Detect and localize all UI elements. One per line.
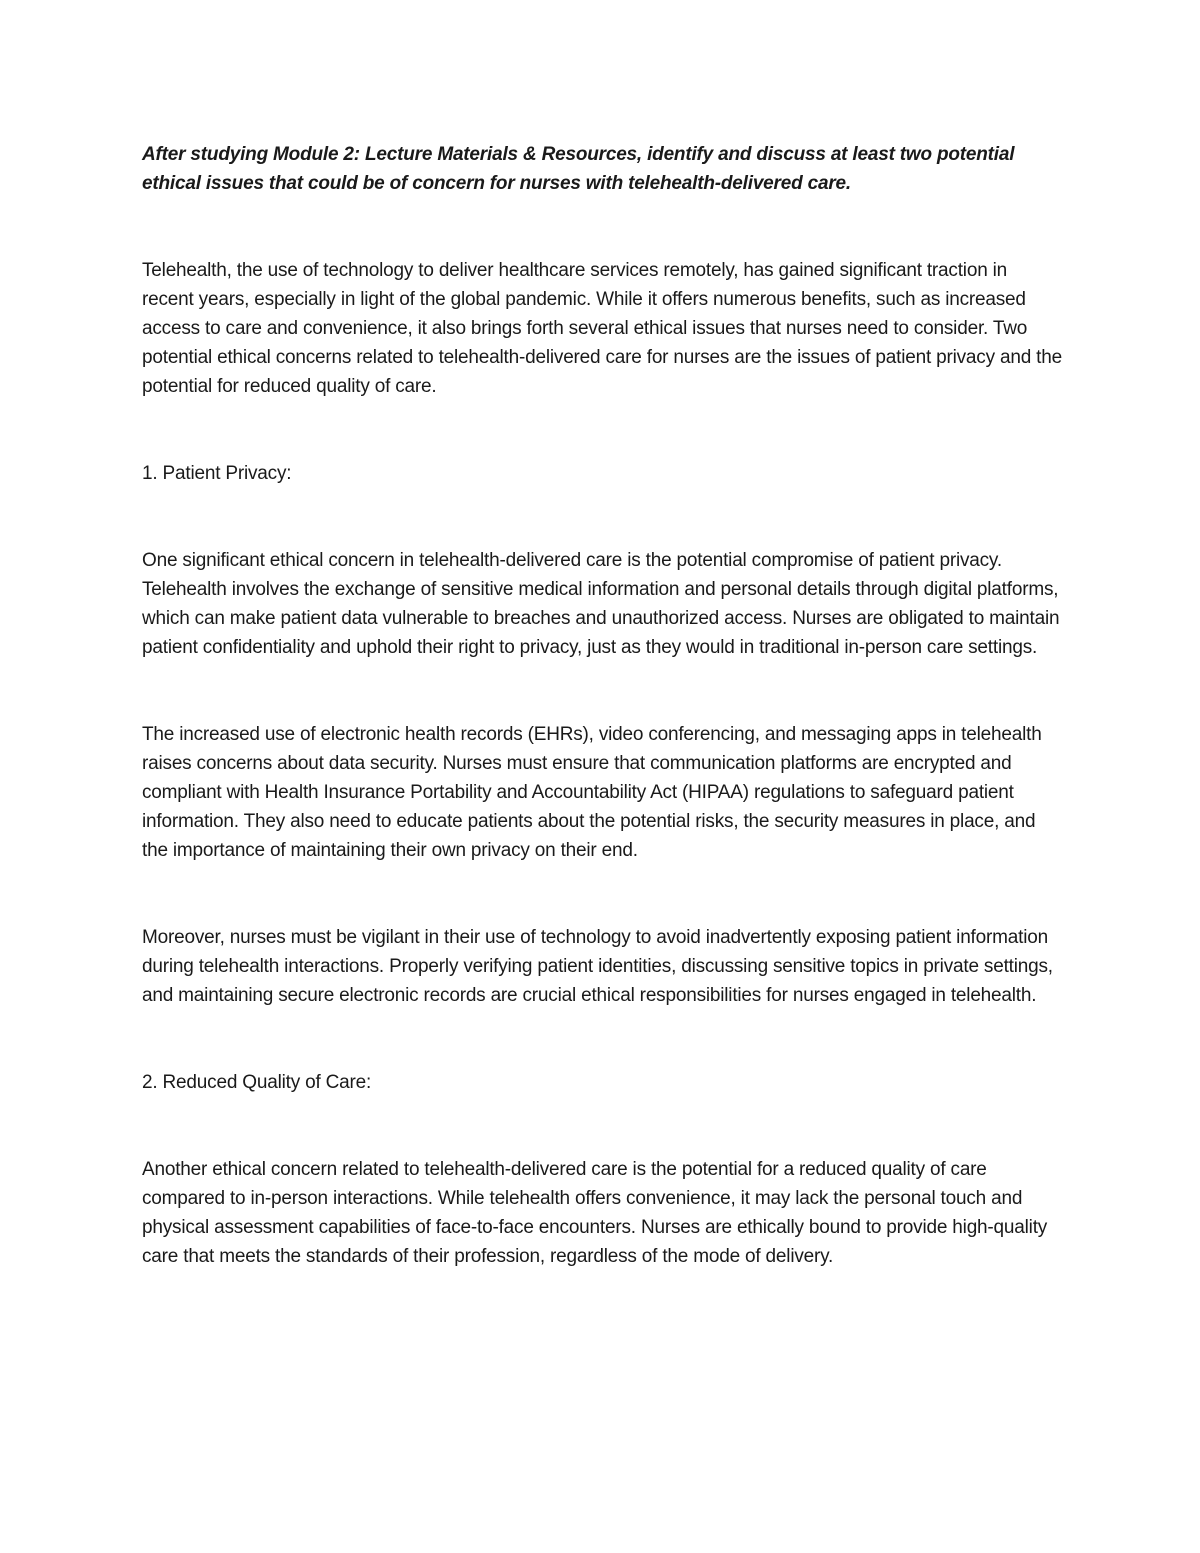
privacy-paragraph-1: One significant ethical concern in telehealth-delivered care is the potential compromise of patient privacy. Telehealth involves the exchange of sensitive medical information and personal details through digital platforms, which can make patient data vulnerable to breaches and unauthorized access. Nurses are obligated to maintain patient confidentiality and uphold their right to privacy, just as they would in traditional in-person care settings. <box>142 550 1060 658</box>
spacer <box>142 401 1062 459</box>
intro-paragraph: Telehealth, the use of technology to deliver healthcare services remotely, has gained significant traction in recent years, especially in light of the global pandemic. While it offers numerous benefits, such as increased access to care and convenience, it also brings forth several ethical issues that nurses need to consider. Two potential ethical concerns related to telehealth-delivered care for nurses are the issues of patient privacy and the potential for reduced quality of care. <box>142 260 1062 397</box>
quality-paragraph-1: Another ethical concern related to telehealth-delivered care is the potential for a reduced quality of care compared to in-person interactions. While telehealth offers convenience, it may lack the personal touch and physical assessment capabilities of face-to-face encounters. Nurses are ethically bound to provide high-quality care that meets the standards of their profession, regardless of the mode of delivery. <box>142 1159 1048 1267</box>
spacer <box>142 662 1062 720</box>
section-heading-patient-privacy: 1. Patient Privacy: <box>142 463 292 484</box>
privacy-paragraph-2: The increased use of electronic health records (EHRs), video conferencing, and messaging apps in telehealth raises concerns about data security. Nurses must ensure that communication platforms are encrypted and compliant with Health Insurance Portability and Accountability Act (HIPAA) regulations to safeguard patient information. They also need to educate patients about the potential risks, the security measures in place, and the importance of maintaining their own privacy on their end. <box>142 724 1042 861</box>
spacer <box>142 488 1062 546</box>
section-heading-quality-of-care: 2. Reduced Quality of Care: <box>142 1072 372 1093</box>
document-body <box>142 140 1062 1271</box>
spacer <box>142 865 1062 923</box>
spacer <box>142 1010 1062 1068</box>
privacy-paragraph-3: Moreover, nurses must be vigilant in their use of technology to avoid inadvertently exposing patient information during telehealth interactions. Properly verifying patient identities, discussing sensitive topics in private settings, and maintaining secure electronic records are crucial ethical responsibilities for nurses engaged in telehealth. <box>142 927 1053 1006</box>
spacer <box>142 198 1062 256</box>
assignment-prompt: After studying Module 2: Lecture Materials & Resources, identify and discuss at least two potential ethical issues that could be of concern for nurses with telehealth-delivered care. <box>142 144 1015 194</box>
spacer <box>142 1097 1062 1155</box>
